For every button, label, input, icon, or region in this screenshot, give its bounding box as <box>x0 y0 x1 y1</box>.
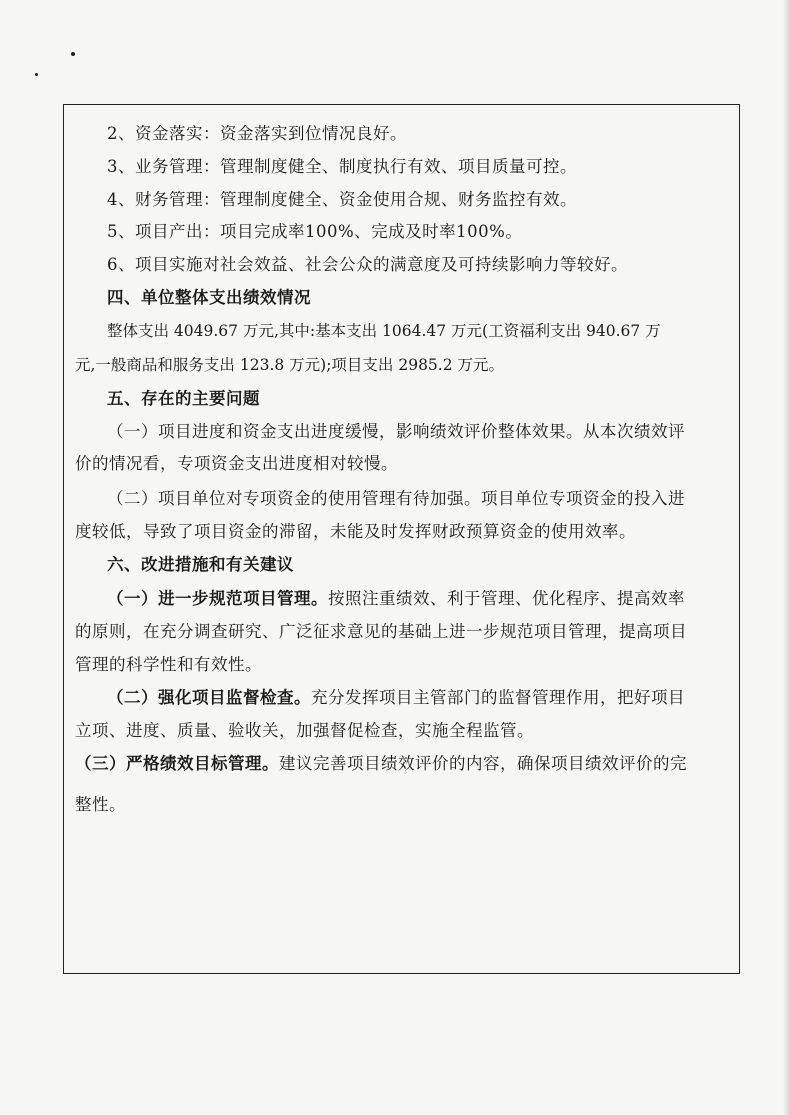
text-line: 元,一般商品和服务支出 123.8 万元);项目支出 2985.2 万元。 <box>75 356 505 374</box>
text-line <box>107 589 685 609</box>
text-line: 4、财务管理：管理制度健全、资金使用合规、财务监控有效。 <box>107 190 577 209</box>
text-line: 管理的科学性和有效性。 <box>75 655 262 674</box>
text-line: 6、项目实施对社会效益、社会公众的满意度及可持续影响力等较好。 <box>107 255 628 274</box>
item-text: 建议完善项目绩效评价的内容，确保项目绩效评价的完 <box>279 754 687 773</box>
text-line: 的原则，在充分调查研究、广泛征求意见的基础上进一步规范项目管理，提高项目 <box>75 622 687 641</box>
text-line: 整性。 <box>75 795 126 814</box>
text-line <box>75 754 687 774</box>
scan-mark <box>71 52 75 56</box>
item-text: 充分发挥项目主管部门的监督管理作用，把好项目 <box>311 688 685 707</box>
content-frame <box>63 104 740 974</box>
text-line: 2、资金落实：资金落实到位情况良好。 <box>107 124 407 143</box>
item-title: （三）严格绩效目标管理。 <box>75 754 279 773</box>
text-line: 度较低，导致了项目资金的滞留，未能及时发挥财政预算资金的使用效率。 <box>75 522 636 541</box>
item-title: （一）进一步规范项目管理。 <box>107 589 328 608</box>
text-line <box>107 688 685 708</box>
text-line: （一）项目进度和资金支出进度缓慢，影响绩效评价整体效果。从本次绩效评 <box>107 422 685 441</box>
scan-mark <box>35 73 38 76</box>
section-heading: 五、存在的主要问题 <box>107 389 260 408</box>
scan-edge-shadow <box>783 0 789 1115</box>
text-line: 价的情况看，专项资金支出进度相对较慢。 <box>75 454 398 473</box>
item-title: （二）强化项目监督检查。 <box>107 688 311 707</box>
section-heading: 六、改进措施和有关建议 <box>107 555 294 574</box>
text-line: 整体支出 4049.67 万元,其中:基本支出 1064.47 万元(工资福利支出 940.67 万 <box>107 322 661 340</box>
text-line: 3、业务管理：管理制度健全、制度执行有效、项目质量可控。 <box>107 157 577 176</box>
text-line: 立项、进度、质量、验收关，加强督促检查，实施全程监管。 <box>75 721 534 740</box>
item-text: 按照注重绩效、利于管理、优化程序、提高效率 <box>328 589 685 608</box>
text-line: 5、项目产出：项目完成率100%、完成及时率100%。 <box>107 222 523 241</box>
text-line: （二）项目单位对专项资金的使用管理有待加强。项目单位专项资金的投入进 <box>107 489 685 508</box>
section-heading: 四、单位整体支出绩效情况 <box>107 288 311 307</box>
